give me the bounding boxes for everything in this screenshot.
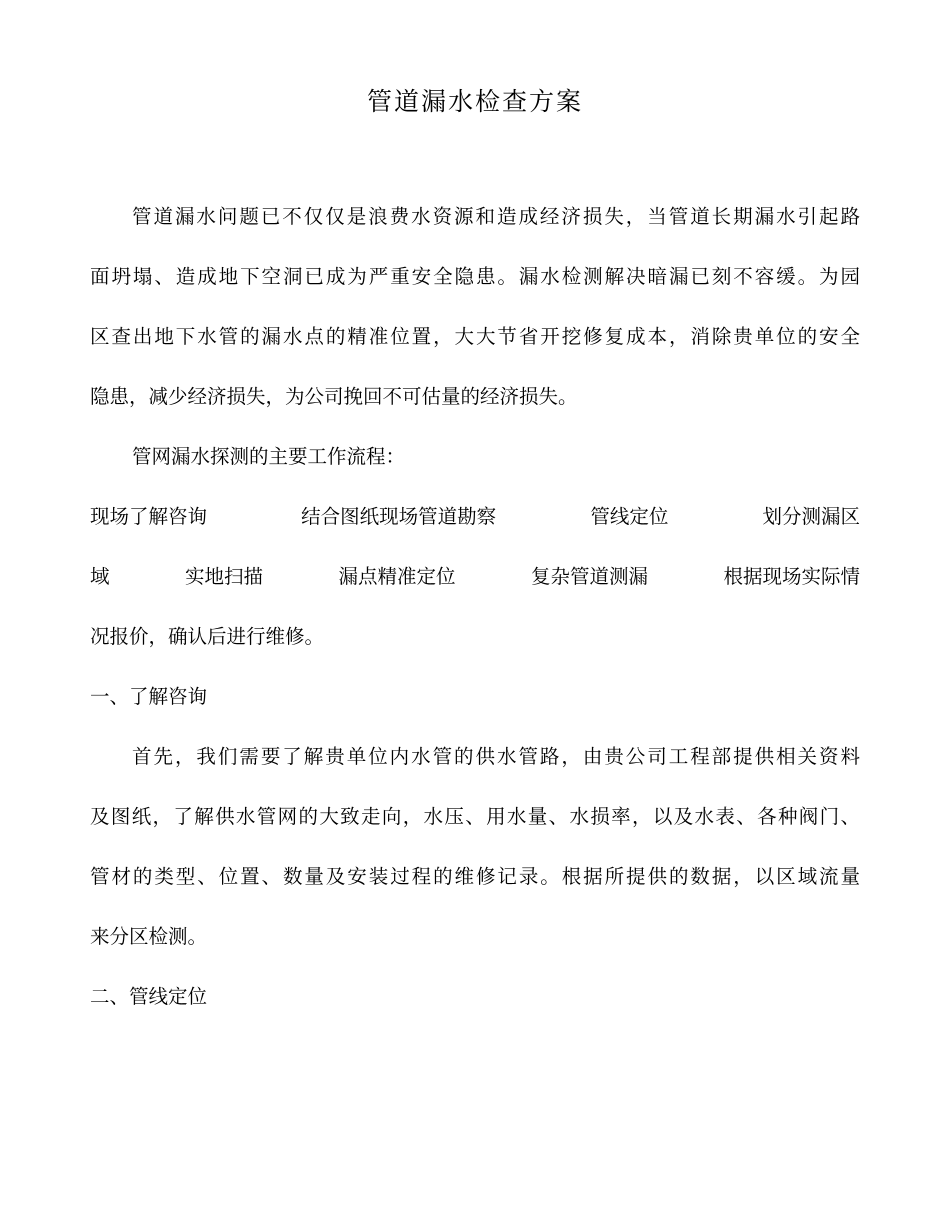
section-1-line-1: 首先，我们需要了解贵单位内水管的供水管路，由贵公司工程部提供相关资料 — [132, 745, 860, 768]
intro-line-4: 隐患，减少经济损失，为公司挽回不可估量的经济损失。 — [90, 385, 578, 408]
section-1-line-2: 及图纸，了解供水管网的大致走向，水压、用水量、水损率，以及水表、各种阀门、 — [90, 805, 860, 828]
intro-line-2: 面坍塌、造成地下空洞已成为严重安全隐患。漏水检测解决暗漏已刻不容缓。为园 — [90, 265, 860, 288]
process-step: 根据现场实际情 — [723, 565, 860, 588]
process-flow-row-1 — [90, 502, 860, 532]
process-step: 管线定位 — [590, 505, 669, 528]
process-step: 复杂管道测漏 — [530, 565, 648, 588]
section-1-line-3: 管材的类型、位置、数量及安装过程的维修记录。根据所提供的数据，以区域流量 — [90, 865, 860, 888]
document-title: 管道漏水检查方案 — [366, 87, 583, 116]
intro-line-1: 管道漏水问题已不仅仅是浪费水资源和造成经济损失，当管道长期漏水引起路 — [132, 205, 860, 228]
process-step: 划分测漏区 — [762, 505, 860, 528]
section-2-heading: 二、管线定位 — [90, 985, 208, 1008]
process-step: 结合图纸现场管道勘察 — [301, 505, 497, 528]
section-1-line-4: 来分区检测。 — [90, 925, 208, 948]
process-step: 实地扫描 — [184, 565, 263, 588]
process-step: 漏点精准定位 — [338, 565, 456, 588]
process-flow-row-3: 况报价，确认后进行维修。 — [90, 625, 325, 648]
process-heading: 管网漏水探测的主要工作流程： — [132, 445, 406, 468]
process-step: 域 — [90, 565, 110, 588]
intro-line-3: 区查出地下水管的漏水点的精准位置，大大节省开挖修复成本，消除贵单位的安全 — [90, 325, 860, 348]
process-flow-row-2 — [90, 562, 860, 592]
process-step: 现场了解咨询 — [90, 505, 208, 528]
section-1-heading: 一、了解咨询 — [90, 685, 208, 708]
